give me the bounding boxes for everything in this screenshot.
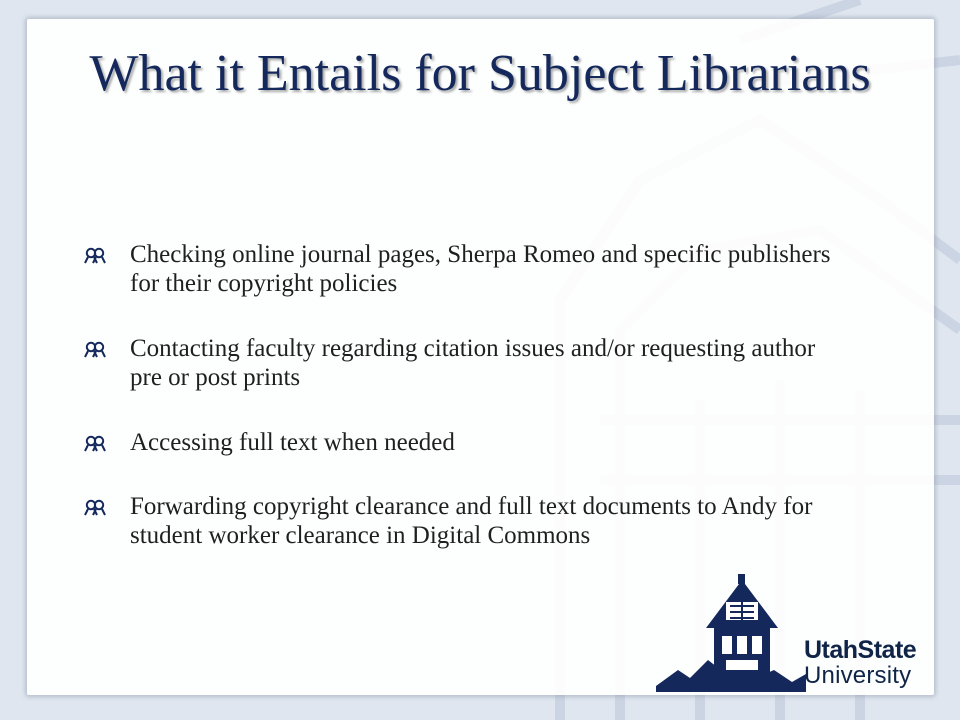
logo-wordmark-line2: University — [804, 662, 912, 689]
bullet-text: Accessing full text when needed — [130, 429, 455, 456]
bullet-text: Contacting faculty regarding citation issues and/or requesting author pre or post prints — [130, 335, 816, 391]
logo-wordmark-line1: UtahState — [804, 636, 917, 664]
bullet-text: Forwarding copyright clearance and full text documents to Andy for student worker clearance in Digital Commons — [130, 493, 813, 549]
bullet-text: Checking online journal pages, Sherpa Romeo and specific publishers for their copyright policies — [130, 241, 831, 297]
slide-title: What it Entails for Subject Librarians — [89, 45, 871, 102]
